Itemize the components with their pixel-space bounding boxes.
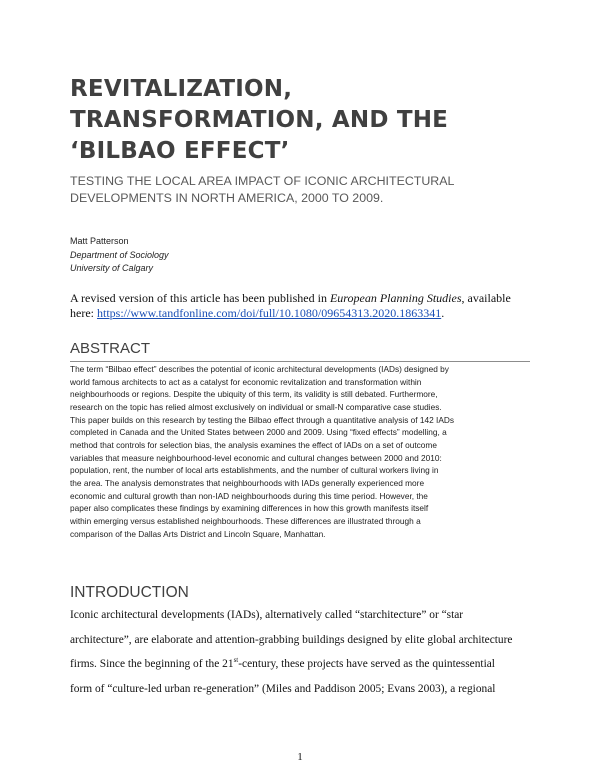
intro-line3-pre: firms. Since the beginning of the 21 xyxy=(70,658,234,671)
abstract-text xyxy=(70,363,532,540)
revised-version-note xyxy=(70,291,540,320)
abstract-line: population, rent, the number of local arts establishments, and the number of cultural workers living in xyxy=(70,465,439,476)
abstract-line: variables that measure neighbourhood-level economic and cultural changes between 2000 and 2010: xyxy=(70,452,442,463)
abstract-line: method that controls for selection bias, the analysis examines the effect of IADs on a set of outcome xyxy=(70,439,437,450)
abstract-line: The term “Bilbao effect” describes the potential of iconic architectural developments (IADs) designed by xyxy=(70,364,449,374)
abstract-line: economic and cultural growth than non-IAD neighbourhoods during this time period. However, the xyxy=(70,490,428,501)
intro-line: Iconic architectural developments (IADs), alternatively called “starchitecture” or “star xyxy=(70,609,464,621)
article-link[interactable]: https://www.tandfonline.com/doi/full/10.1080/09654313.2020.1863341 xyxy=(96,305,442,320)
title-line-2: TRANSFORMATION, AND THE xyxy=(70,107,449,133)
abstract-line: paper also complicates these findings by examining differences in how this growth manifests itself xyxy=(70,503,429,514)
title-line-3: ‘BILBAO EFFECT’ xyxy=(70,138,290,164)
journal-name: European Planning Studies xyxy=(329,291,462,305)
author-name: Matt Patterson xyxy=(70,236,129,246)
abstract-line: This paper builds on this research by testing the Bilbao effect through a quantitative analysis of 142 IADs xyxy=(70,414,455,425)
note-suffix: . xyxy=(441,305,445,320)
note-prefix: A revised version of this article has been published in xyxy=(70,291,330,305)
intro-line: form of “culture-led urban re-generation” (Miles and Paddison 2005; Evans 2003), a regional xyxy=(70,682,496,695)
intro-line: architecture”, are elaborate and attention-grabbing buildings designed by elite global architecture xyxy=(70,633,513,646)
abstract-line: neighbourhoods or regions. Despite the ubiquity of this term, its validity is still debated. Furthermore, xyxy=(70,389,438,400)
subtitle-line-2: DEVELOPMENTS IN NORTH AMERICA, 2000 TO 2009. xyxy=(70,190,384,205)
title-line-1: REVITALIZATION, xyxy=(70,76,293,102)
introduction-heading: INTRODUCTION xyxy=(70,584,189,601)
abstract-line: the area. The analysis demonstrates that neighbourhoods with IADs generally experienced more xyxy=(70,477,425,488)
note-here: here: xyxy=(70,305,97,320)
intro-line3-post: -century, these projects have served as the quintessential xyxy=(238,658,495,671)
paper-title xyxy=(70,74,540,167)
author-block xyxy=(70,235,169,276)
abstract-line: within emerging versus established neighbourhoods. These differences are illustrated through a xyxy=(70,515,421,526)
abstract-heading: ABSTRACT xyxy=(70,340,151,357)
abstract-line: comparison of the Dallas Arts District and Lincoln Square, Manhattan. xyxy=(70,528,326,539)
abstract-divider xyxy=(70,361,530,362)
introduction-text xyxy=(70,603,540,701)
abstract-line: completed in Canada and the United States between 2000 and 2009. Using “fixed effects” modelling, a xyxy=(70,427,447,438)
abstract-line: world famous architects to act as a catalyst for economic revitalization and transformation within xyxy=(70,376,422,387)
subtitle-line-1: TESTING THE LOCAL AREA IMPACT OF ICONIC ARCHITECTURAL xyxy=(70,174,455,188)
ordinal-superscript: st xyxy=(233,656,239,665)
intro-line xyxy=(70,652,540,677)
author-department: Department of Sociology xyxy=(70,249,169,260)
abstract-line: research on the topic has relied almost exclusively on individual or small-N comparative case studies. xyxy=(70,401,442,412)
author-university: University of Calgary xyxy=(70,263,154,273)
paper-subtitle xyxy=(70,173,540,206)
note-middle: , available xyxy=(461,291,511,305)
page-number: 1 xyxy=(297,751,303,763)
